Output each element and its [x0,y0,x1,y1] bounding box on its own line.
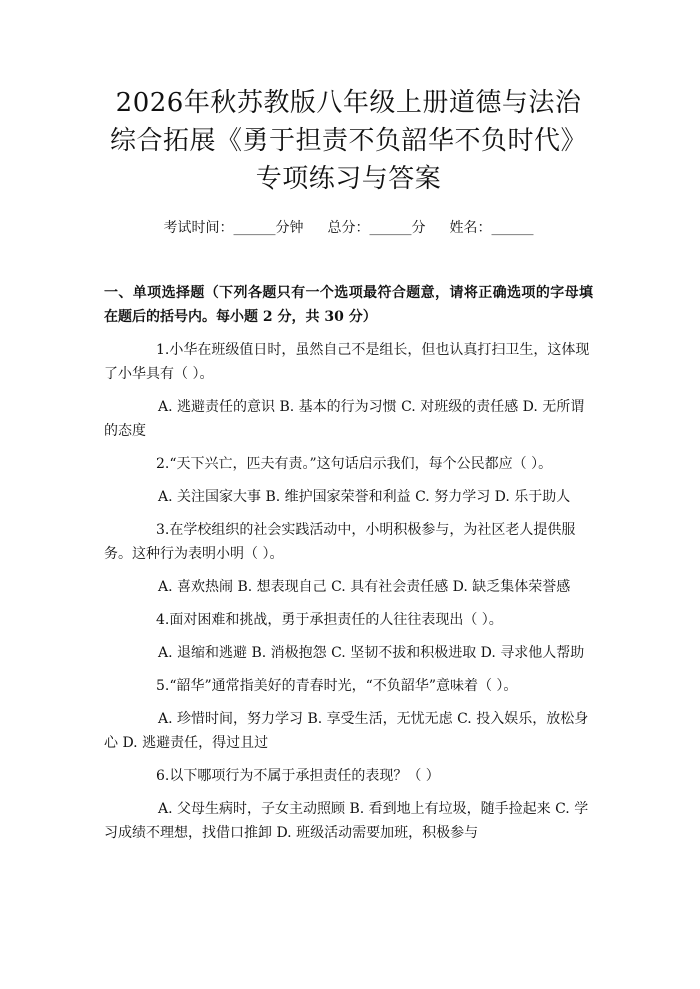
question-list [104,338,593,845]
question-stem [104,518,593,566]
exam-time-field: 考试时间：______分钟 [163,220,304,236]
question-options: A. 父母生病时，子女主动照顾 B. 看到地上有垃圾，随手捡起来 C. 学习成绩不理想，找借口推卸 D. 班级活动需要加班，积极参与 [104,801,589,841]
question-item [104,674,593,755]
question-text: 小华在班级值日时，虽然自己不是组长，但也认真打扫卫生，这体现了小华具有（ ）。 [104,342,590,382]
question-number: 3. [156,522,170,538]
question-item [104,452,593,509]
section-heading-single-choice: 一、单项选择题（下列各题只有一个选项最符合题意，请将正确选项的字母填在题后的括号内。每小题 2 分，共 30 分） [104,285,593,325]
question-options: A. 关注国家大事 B. 维护国家荣誉和利益 C. 努力学习 D. 乐于助人 [158,489,571,505]
question-options: A. 珍惜时间，努力学习 B. 享受生活，无忧无虑 C. 投入娱乐，放松身心 D. 逃避责任，得过且过 [104,711,589,751]
question-text: “韶华”通常指美好的青春时光，“不负韶华”意味着（ ）。 [169,678,518,694]
question-item [104,518,593,599]
question-text: 面对困难和挑战，勇于承担责任的人往往表现出（ ）。 [169,612,503,628]
total-score-field: 总分：______分 [327,220,426,236]
question-stem [104,338,593,386]
question-text: “天下兴亡，匹夫有责。”这句话启示我们，每个公民都应（ ）。 [169,456,553,472]
question-item [104,338,593,443]
document-page [0,84,700,989]
student-name-field: 姓名：______ [449,220,534,236]
document-title: 2026年秋苏教版八年级上册道德与法治综合拓展《勇于担责不负韶华不负时代》专项练习与答案 [109,88,587,194]
question-options: A. 逃避责任的意识 B. 基本的行为习惯 C. 对班级的责任感 D. 无所谓的态度 [104,399,585,439]
question-text: 以下哪项行为不属于承担责任的表现？（ ） [169,768,440,784]
question-stem [104,764,593,788]
question-number: 2. [156,456,170,472]
exam-info-line [104,218,593,238]
question-stem [104,452,593,476]
question-stem [104,674,593,698]
question-number: 1. [156,342,170,358]
question-stem [104,608,593,632]
question-number: 5. [156,678,170,694]
question-number: 4. [156,612,170,628]
question-item [104,764,593,845]
question-number: 6. [156,768,170,784]
question-text: 在学校组织的社会实践活动中，小明积极参与，为社区老人提供服务。这种行为表明小明（ ）。 [104,522,576,562]
question-options: A. 退缩和逃避 B. 消极抱怨 C. 坚韧不拔和积极进取 D. 寻求他人帮助 [158,645,585,661]
question-options: A. 喜欢热闹 B. 想表现自己 C. 具有社会责任感 D. 缺乏集体荣誉感 [158,579,571,595]
question-item [104,608,593,665]
